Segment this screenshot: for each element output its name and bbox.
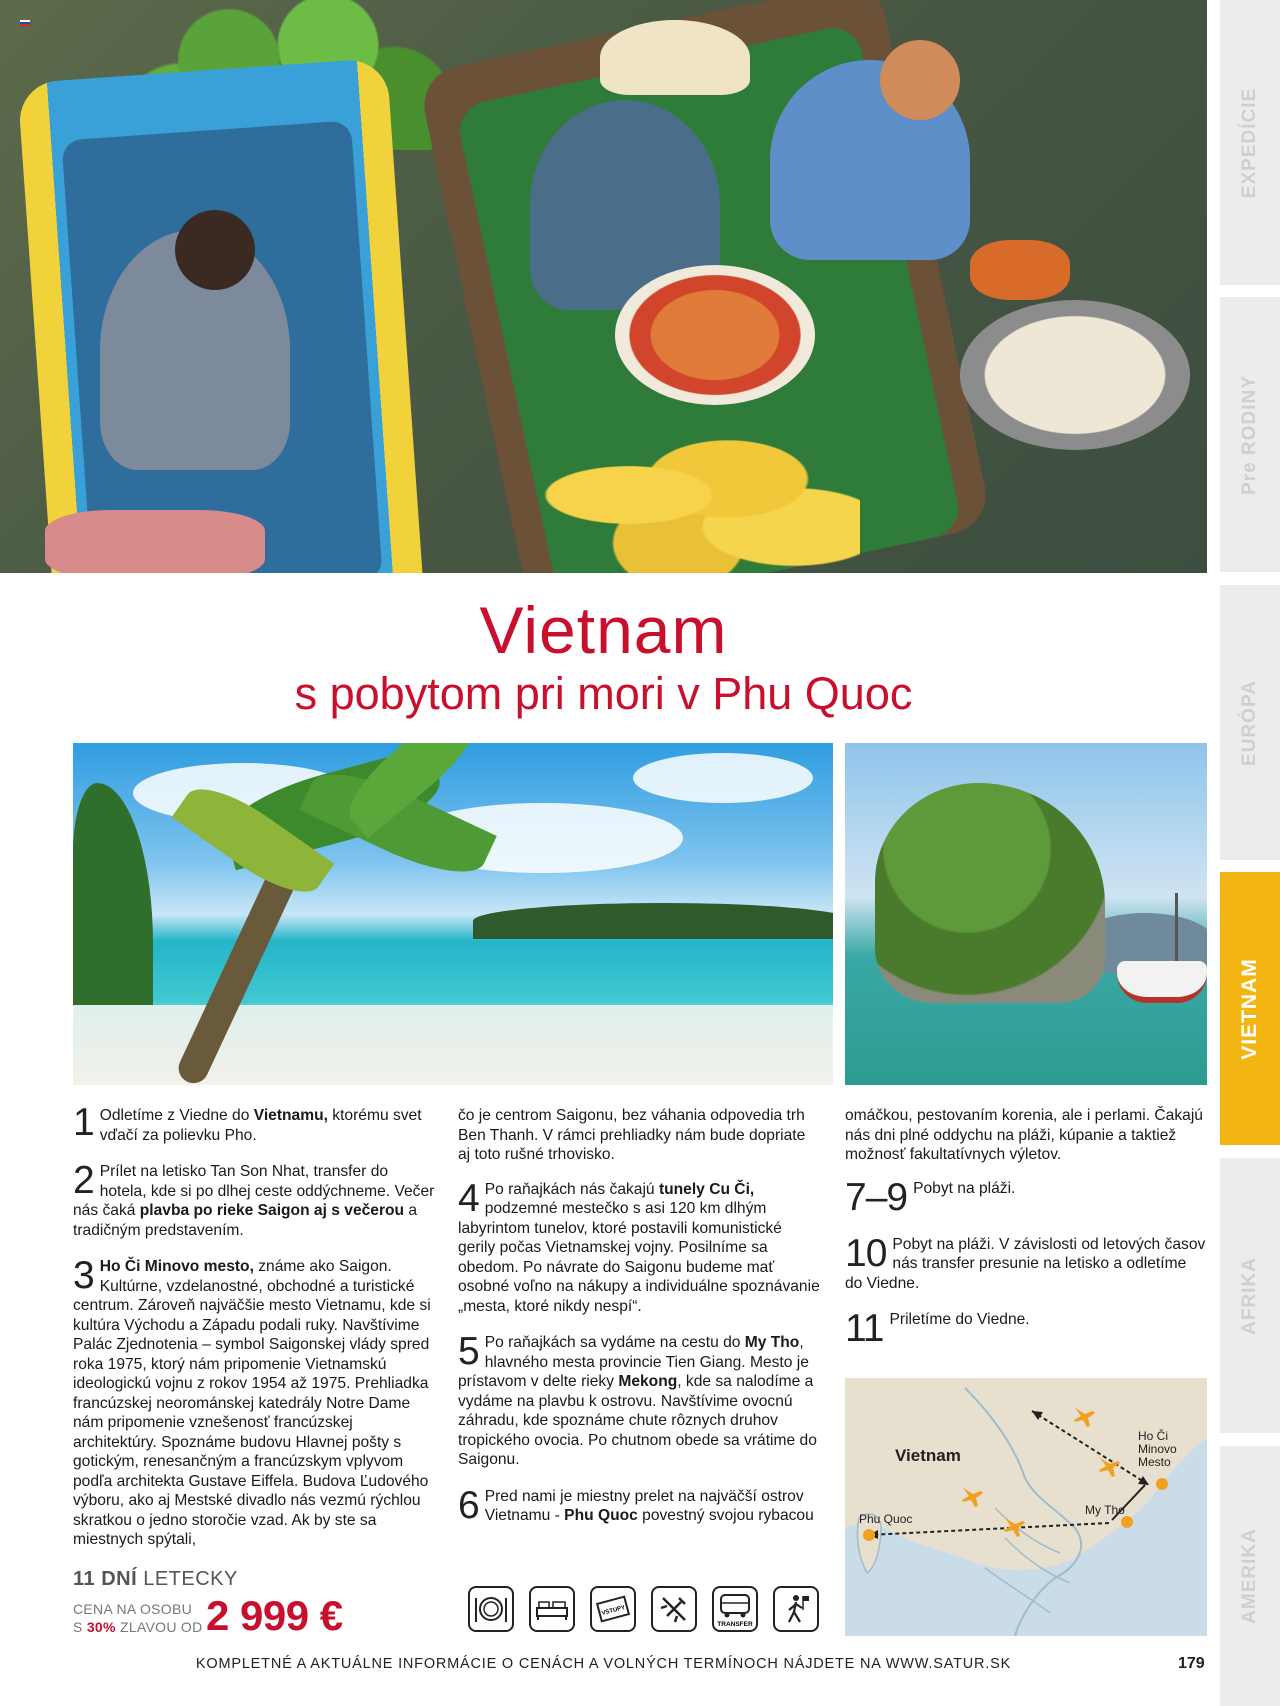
conical-hat	[600, 20, 750, 95]
karst-island	[875, 783, 1105, 1003]
hero-photo-floating-market	[0, 0, 1207, 573]
itinerary-day-continued: omáčkou, pestovaním korenia, ale i perlami. Čakajú nás dni plné oddychu na pláži, kúpanie a taktiež možnosť fakultatívnych výletov.	[845, 1107, 1203, 1163]
flight-icon	[651, 1586, 697, 1632]
svg-text:TRANSFER: TRANSFER	[717, 1621, 753, 1628]
tab-europa[interactable]: EURÓPA	[1220, 585, 1280, 860]
photo-beach-palm	[73, 743, 833, 1085]
map-label-ho-chi-minh: Ho Či Minovo Mesto	[1138, 1429, 1177, 1469]
guide-icon	[773, 1586, 819, 1632]
food-plate	[615, 265, 815, 405]
page-subtitle: s pobytom pri mori v Phu Quoc	[294, 668, 913, 719]
itinerary-day: 7–9 Pobyt na pláži.	[845, 1175, 1016, 1219]
entry-ticket-icon	[590, 1586, 636, 1632]
distant-island	[473, 903, 833, 939]
map-label-my-tho: My Tho	[1085, 1503, 1125, 1517]
hotel-bed-icon	[529, 1586, 575, 1632]
map-graphic	[845, 1378, 1207, 1636]
cooking-wok	[960, 300, 1190, 450]
page-number: 179	[1178, 1655, 1205, 1672]
itinerary-day: 10 Pobyt na pláži. V závislosti od letových časov nás transfer presunie na letisko a odletíme do Viedne.	[845, 1231, 1206, 1292]
tab-vietnam[interactable]: VIETNAM	[1220, 872, 1280, 1145]
tab-pre-rodiny[interactable]: Pre RODINY	[1220, 297, 1280, 572]
tab-amerika[interactable]: AMERIKA	[1220, 1446, 1280, 1706]
map-label-phu-quoc: Phu Quoc	[859, 1512, 913, 1526]
map-country-label: Vietnam	[895, 1446, 961, 1465]
itinerary-day: 1 Odletíme z Viedne do Vietnamu, ktorému svet vďačí za polievku Pho.	[73, 1101, 422, 1144]
itinerary-day: 11 Priletíme do Viedne.	[845, 1307, 1030, 1350]
tab-expedicie[interactable]: EXPEDÍCIE	[1220, 0, 1280, 285]
photo-karst-rock	[845, 743, 1207, 1085]
svg-text:VSTUPY: VSTUPY	[601, 1604, 626, 1617]
plane-icons	[962, 1408, 1120, 1537]
footer-info: KOMPLETNÉ A AKTUÁLNE INFORMÁCIE O CENÁCH A VOLNÝCH TERMÍNOCH NÁJDETE NA WWW.SATUR.SK	[195, 1656, 1012, 1672]
tab-afrika[interactable]: AFRIKA	[1220, 1158, 1280, 1433]
itinerary-column-1	[73, 1101, 435, 1567]
trip-duration: 11 DNÍ LETECKY	[73, 1568, 238, 1590]
itinerary-day: 2 Prílet na letisko Tan Son Nhat, transfer do hotela, kde si po dlhej ceste oddýchneme. Večer nás čaká plavba po rieke Saigon aj s večerou a tradičným predstavením.	[73, 1159, 435, 1239]
route-map	[845, 1378, 1207, 1636]
meals-icon	[468, 1586, 514, 1632]
bananas	[530, 415, 860, 573]
page-title: Vietnam	[479, 593, 728, 667]
itinerary-day: 6 Pred nami je miestny prelet na najväčší ostrov Vietnamu - Phu Quoc povestný svojou rybacou	[458, 1483, 814, 1527]
itinerary-day: 3 Ho Či Minovo mesto, známe ako Saigon. Kultúrne, vzdelanostné, obchodné a turistické centrum. Zároveň najväčšie mesto Vietnamu, kde si kultúra Východu a Západu podali ruky. Navštívime Palác Zjednotenia – symbol Saigonskej vlády spred roka 1975, ktorý nám pripomenie Vietnamskú ideologickú vojnu z rokov 1954 až 1975. Prehliadka francúzskej neorománskej katedrály Notre Dame nám pripomenie vznešenosť francúzskej architektúry. Spoznáme budovu Hlavnej pošty s gotickým, renesančným a francúzskym vplyvom podľa architekta Gustave Eiffela. Budova Ľudového výboru, ako aj Mestské divadlo nás vezmú rýchlou skratkou o jedno storočie vzad. Ak by ste sa miestnych spýtali,	[73, 1254, 431, 1548]
itinerary-day: 5 Po raňajkách sa vydáme na cestu do My Tho, hlavného mesta provincie Tien Giang. Mesto je prístavom v delte rieky Mekong, kde sa nalodíme a vydáme na plavbu k ostrovu. Navštívime ovocnú záhradu, kde spoznáme chute rôznych druhov tropického ovocia. Po chutnom obede sa vrátime do Saigonu.	[458, 1330, 817, 1468]
itinerary-column-3	[845, 1106, 1207, 1350]
flag-icon	[20, 20, 30, 26]
tour-boat	[1117, 961, 1207, 1003]
itinerary-day: 4 Po raňajkách nás čakajú tunely Cu Či, podzemné mestečko s asi 120 km dlhým labyrintom tunelov, ktoré postavili komunistické gerily počas Vietnamskej vojny. Posilníme sa obedom. Po návrate do Saigonu budeme mať osobné voľno na nákupy a individuálne spoznávanie „mesta, ktoré nikdy nespí“.	[458, 1176, 820, 1315]
section-tabs	[1220, 0, 1280, 1706]
price-discount-label: S 30% ZLAVOU OD	[73, 1619, 203, 1635]
itinerary-column-2	[458, 1106, 820, 1543]
transfer-bus-icon	[712, 1586, 758, 1632]
itinerary-day-continued: čo je centrom Saigonu, bez váhania odpovedia trh Ben Thanh. V rámci prehliadky nám bude dopriate aj toto rušné trhovisko.	[458, 1107, 806, 1163]
price-label: CENA NA OSOBU	[73, 1601, 193, 1617]
price-amount: 2 999 €	[206, 1592, 343, 1639]
